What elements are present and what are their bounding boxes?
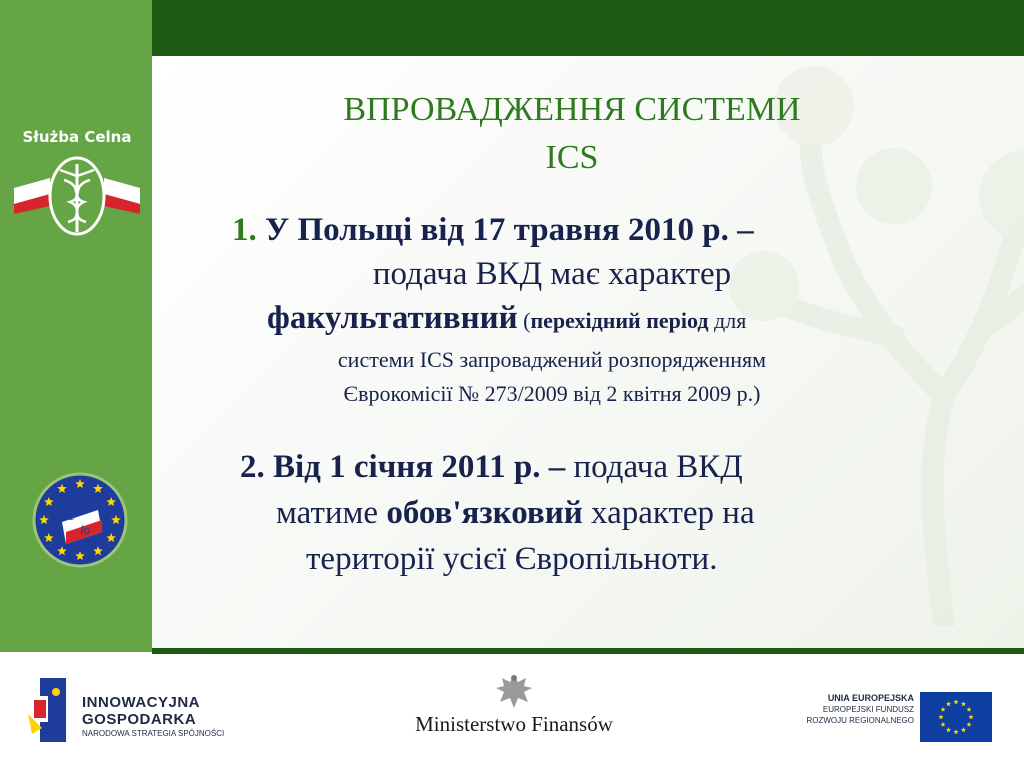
innowacyjna-gospodarka-icon (26, 678, 76, 742)
item2-line2-bold: обов'язковий (386, 495, 583, 531)
item2-line2-pre: матиме (276, 495, 387, 531)
item1-paren-open: ( (517, 308, 531, 333)
eu-line-3: ROZWOJU REGIONALNEGO (806, 716, 914, 725)
item2-lead: 2. Від 1 січня 2011 р. – (240, 449, 566, 485)
list-item-2 (240, 444, 880, 582)
item1-emphasis: факультативний (267, 300, 518, 336)
item1-number: 1. (232, 212, 257, 248)
slide-title (272, 86, 872, 182)
item1-line5: Єврокомісії № 273/2009 від 2 квітня 2009 р.) (343, 381, 761, 406)
item2-line1 (240, 444, 880, 490)
item2-lead-rest: подача ВКД (565, 449, 743, 485)
item1-line2: подача ВКД має характер (372, 256, 732, 292)
item1-lead: У Польщі від 17 травня 2010 р. (256, 212, 729, 248)
eu-line-1: UNIA EUROPEJSKA (827, 693, 914, 703)
item1-paren-rest: для (708, 308, 747, 333)
item2-line2 (240, 490, 880, 536)
top-bar (152, 0, 1024, 56)
title-line-2: ICS (545, 139, 599, 176)
sluzba-celna-title: Służba Celna (22, 128, 132, 146)
item1-line1 (232, 208, 892, 252)
elo-eu-icon (32, 472, 128, 568)
item1-line3 (232, 296, 892, 343)
item1-paren-bold: перехідний період (530, 308, 709, 333)
innowacyjna-gospodarka-logo (24, 676, 254, 746)
item1-dash: – (728, 212, 754, 248)
innowacyjna-text (82, 694, 224, 739)
innowacyjna-line-1: INNOWACYJNA (82, 694, 201, 711)
eu-line-2: EUROPEJSKI FUNDUSZ (822, 705, 914, 714)
ministry-name: Ministerstwo Finansów (415, 712, 613, 736)
item2-line2-post: характер на (582, 495, 755, 531)
sluzba-celna-logo (12, 128, 142, 243)
innowacyjna-line-3: NARODOWA STRATEGIA SPÓJNOŚCI (82, 729, 225, 738)
innowacyjna-line-2: GOSPODARKA (82, 711, 197, 728)
item2-line3: території усієї Європільноти. (306, 541, 718, 577)
svg-text:lo: lo (80, 522, 91, 537)
eu-text (806, 692, 914, 726)
polish-eagle-icon (494, 672, 534, 710)
eu-fund-logo (806, 690, 1006, 746)
list-item-1 (232, 208, 892, 411)
eu-flag-icon (920, 692, 992, 742)
customs-emblem-icon (12, 150, 142, 240)
item1-line4: системи ICS запроваджений розпорядженням (337, 347, 767, 372)
title-line-1: ВПРОВАДЖЕННЯ СИСТЕМИ (343, 91, 801, 128)
ministry-logo (404, 672, 624, 742)
svg-text:e: e (68, 507, 76, 524)
